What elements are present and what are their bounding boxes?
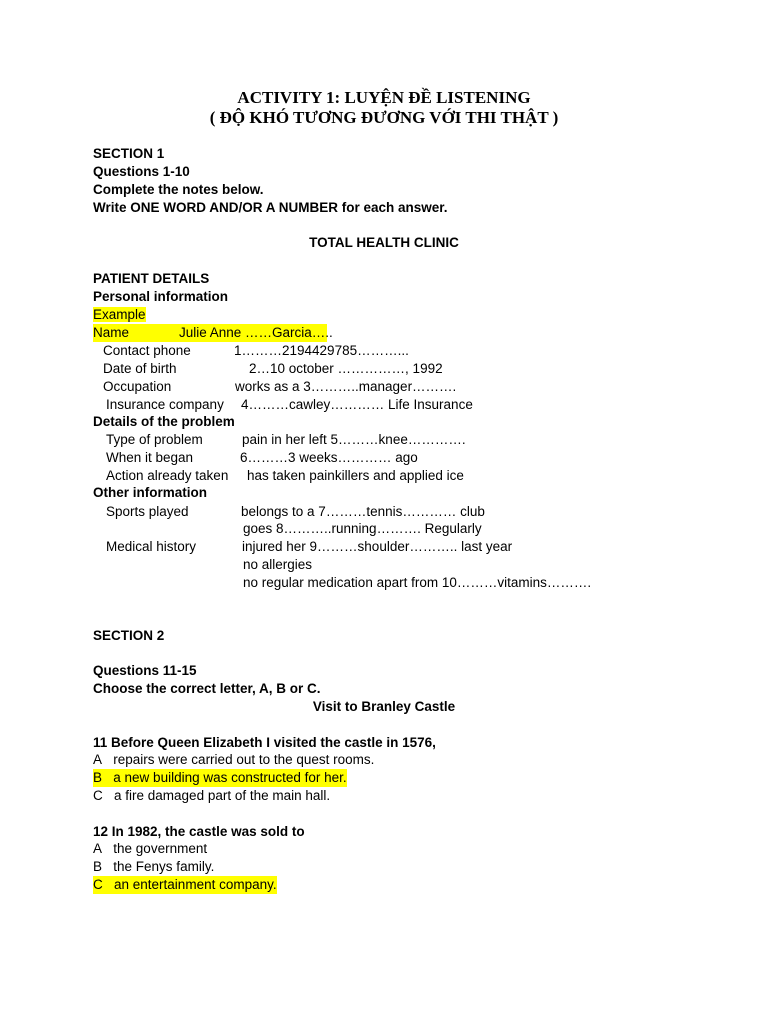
problem-value-type: pain in her left 5………knee…………. <box>242 432 466 447</box>
sports-value-2: goes 8………..running………. Regularly <box>243 521 482 536</box>
problem-row-when <box>106 449 193 467</box>
section2-instruction: Choose the correct letter, A, B or C. <box>93 681 321 696</box>
q11-option-a <box>93 751 374 769</box>
medical-label: Medical history <box>106 539 197 554</box>
option-letter: B <box>93 859 103 874</box>
other-info-heading: Other information <box>93 485 207 500</box>
section1-instruction1: Complete the notes below. <box>93 182 264 197</box>
personal-value-insurance: 4………cawley………… Life Insurance <box>241 397 473 412</box>
sports-label: Sports played <box>106 504 189 519</box>
q11-option-b <box>93 769 347 787</box>
option-letter: B <box>93 770 103 785</box>
option-text: an entertainment company. <box>114 877 277 892</box>
personal-row-dob <box>103 360 177 378</box>
personal-row-occupation <box>103 378 171 396</box>
q11-option-c <box>93 787 330 805</box>
patient-details-heading: PATIENT DETAILS <box>93 271 210 286</box>
row-label: When it began <box>106 450 194 465</box>
q12-option-b <box>93 858 214 876</box>
form-title: TOTAL HEALTH CLINIC <box>309 235 459 250</box>
option-letter: A <box>93 841 103 856</box>
problem-row-type <box>106 431 203 449</box>
row-label: Date of birth <box>103 361 177 376</box>
option-text: a new building was constructed for her. <box>113 770 347 785</box>
option-text: a fire damaged part of the main hall. <box>114 788 331 803</box>
activity-subtitle: ( ĐỘ KHÓ TƯƠNG ĐƯƠNG VỚI THI THẬT ) <box>209 108 559 127</box>
medical-value-2: no allergies <box>243 557 313 572</box>
row-label: Type of problem <box>106 432 203 447</box>
example-label: Example <box>93 307 146 322</box>
sports-value-1: belongs to a 7………tennis………… club <box>241 504 485 519</box>
name-value: Julie Anne ……Garcia….. <box>179 325 333 340</box>
section2-questions: Questions 11-15 <box>93 663 197 678</box>
q12-stem: 12 In 1982, the castle was sold to <box>93 824 305 839</box>
q12-option-a <box>93 840 207 858</box>
option-letter: A <box>93 752 103 767</box>
details-problem-heading: Details of the problem <box>93 414 235 429</box>
personal-value-dob: 2…10 october ……………, 1992 <box>249 361 443 376</box>
option-letter: C <box>93 877 103 892</box>
row-label: Occupation <box>103 379 172 394</box>
problem-row-action <box>106 467 228 485</box>
name-row <box>93 324 333 342</box>
personal-info-heading: Personal information <box>93 289 229 304</box>
problem-value-when: 6………3 weeks………… ago <box>240 450 418 465</box>
row-label: Insurance company <box>106 397 224 412</box>
q11-stem: 11 Before Queen Elizabeth I visited the castle in 1576, <box>93 735 436 750</box>
section2-title: Visit to Branley Castle <box>312 699 456 714</box>
option-text: the Fenys family. <box>113 859 215 874</box>
example-row <box>93 306 146 324</box>
section2-heading: SECTION 2 <box>93 628 165 643</box>
name-label: Name <box>93 325 130 340</box>
option-letter: C <box>93 788 103 803</box>
personal-row-contact <box>103 342 191 360</box>
personal-value-contact: 1………2194429785………... <box>234 343 409 358</box>
q12-option-c <box>93 876 277 894</box>
row-label: Contact phone <box>103 343 191 358</box>
option-text: repairs were carried out to the quest rooms. <box>113 752 375 767</box>
row-label: Action already taken <box>106 468 229 483</box>
personal-row-insurance <box>106 396 224 414</box>
medical-value-1: injured her 9………shoulder……….. last year <box>242 539 513 554</box>
section1-questions: Questions 1-10 <box>93 164 190 179</box>
personal-value-occupation: works as a 3………..manager………. <box>235 379 457 394</box>
activity-title: ACTIVITY 1: LUYỆN ĐỀ LISTENING <box>237 88 531 107</box>
section1-heading: SECTION 1 <box>93 146 165 161</box>
option-text: the government <box>113 841 208 856</box>
section1-instruction2: Write ONE WORD AND/OR A NUMBER for each answer. <box>93 200 448 215</box>
medical-value-3: no regular medication apart from 10………vitamins………. <box>243 575 592 590</box>
problem-value-action: has taken painkillers and applied ice <box>247 468 464 483</box>
